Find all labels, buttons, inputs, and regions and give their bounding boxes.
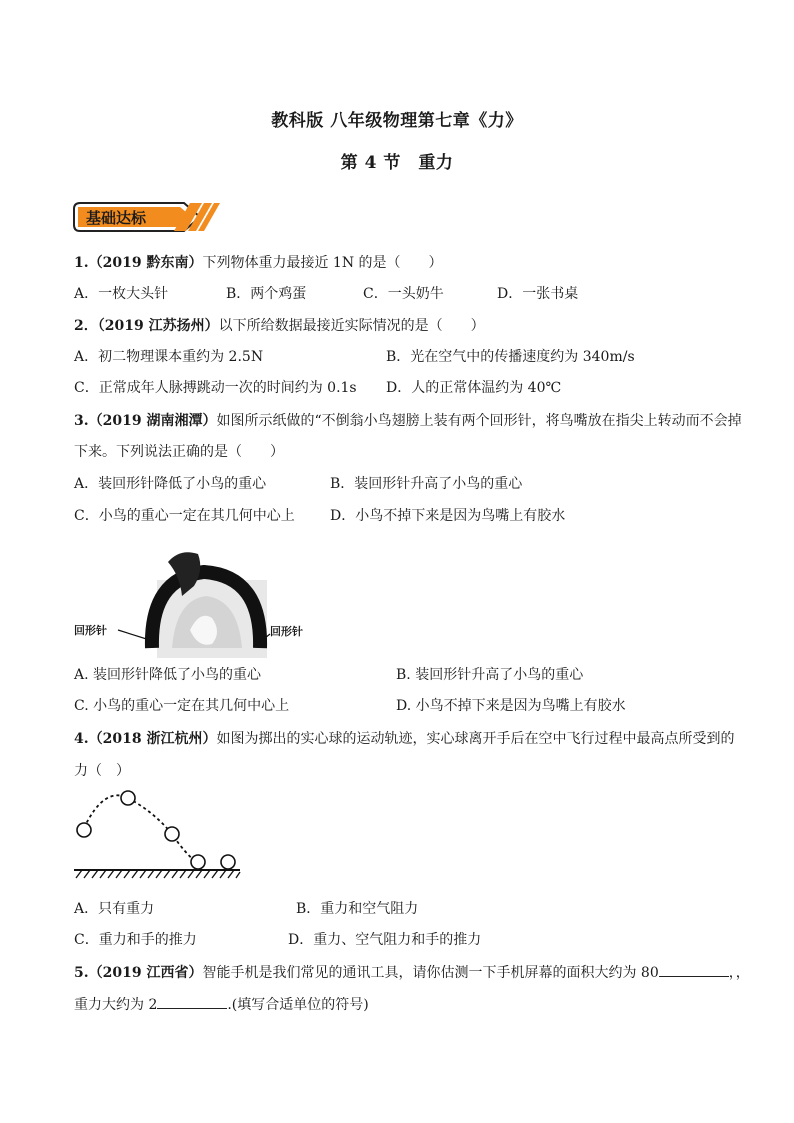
question-4 xyxy=(74,728,734,748)
section-badge xyxy=(72,199,232,235)
option-a: A. 装回形针降低了小鸟的重心 xyxy=(74,667,262,683)
question-stem-tail: ，， xyxy=(728,965,750,981)
question-stem: 重力大约为 2 xyxy=(74,997,158,1013)
question-source: 3.（2019 湖南湘潭） xyxy=(74,413,217,429)
option-c: C．小鸟的重心一定在其几何中心上 xyxy=(74,508,295,524)
option-b: B. 装回形针升高了小鸟的重心 xyxy=(396,667,584,683)
question-stem: 如图为掷出的实心球的运动轨迹，实心球离开手后在空中飞行过程中最高点所受到的 xyxy=(216,731,735,747)
option-b: B．光在空气中的传播速度约为 340m/s xyxy=(386,349,635,365)
option-c: C．一头奶牛 xyxy=(363,286,444,302)
section-title: 第 4 节 重力 xyxy=(340,153,454,173)
option-d: D．重力、空气阻力和手的推力 xyxy=(288,932,482,948)
question-stem: 智能手机是我们常见的通讯工具，请你估测一下手机屏幕的面积大约为 80 xyxy=(202,965,659,981)
answer-blank[interactable] xyxy=(157,994,227,1009)
option-b: B．装回形针升高了小鸟的重心 xyxy=(330,476,523,492)
option-a: A．只有重力 xyxy=(74,901,155,917)
section-badge-label: 基础达标 xyxy=(86,209,147,227)
option-d: D．小鸟不掉下来是因为鸟嘴上有胶水 xyxy=(330,508,566,524)
question-source: 5.（2019 江西省） xyxy=(74,965,203,981)
question-5 xyxy=(74,962,750,982)
question-stem-line2: 下来。下列说法正确的是（ ） xyxy=(74,444,284,460)
question-2 xyxy=(74,315,485,335)
figure-label-left: 回形针 xyxy=(74,624,107,637)
option-a: A．装回形针降低了小鸟的重心 xyxy=(74,476,267,492)
option-d: D．一张书桌 xyxy=(497,286,579,302)
option-d: D．人的正常体温约为 40℃ xyxy=(386,380,562,396)
question-stem: 以下所给数据最接近实际情况的是（ ） xyxy=(218,318,485,334)
option-c: C．重力和手的推力 xyxy=(74,932,197,948)
option-b: B．重力和空气阻力 xyxy=(296,901,419,917)
question-3 xyxy=(74,410,742,430)
ball-trajectory-figure xyxy=(72,786,248,882)
question-stem-tail: .(填写合适单位的符号) xyxy=(227,997,369,1013)
page-title: 教科版 八年级物理第七章《力》 xyxy=(271,111,523,131)
question-source: 4.（2018 浙江杭州） xyxy=(74,731,217,747)
question-stem-line2: 力（ ） xyxy=(74,763,130,779)
question-source: 2．（2019 江苏扬州） xyxy=(74,318,219,334)
bird-toy-figure xyxy=(72,540,332,660)
question-stem: 下列物体重力最接近 1N 的是（ ） xyxy=(202,255,443,271)
option-c: C．正常成年人脉搏跳动一次的时间约为 0.1s xyxy=(74,380,357,396)
question-1 xyxy=(74,252,443,272)
option-d: D. 小鸟不掉下来是因为鸟嘴上有胶水 xyxy=(396,698,626,714)
question-5-line2 xyxy=(74,994,369,1014)
answer-blank[interactable] xyxy=(659,962,729,977)
option-c: C. 小鸟的重心一定在其几何中心上 xyxy=(74,698,290,714)
option-a: A．一枚大头针 xyxy=(74,286,169,302)
option-a: A．初二物理课本重约为 2.5N xyxy=(74,349,264,365)
question-stem: 如图所示纸做的“不倒翁小鸟翅膀上装有两个回形针，将鸟嘴放在指尖上转动而不会掉 xyxy=(216,413,742,429)
option-b: B．两个鸡蛋 xyxy=(226,286,307,302)
figure-label-right: 回形针 xyxy=(270,625,303,638)
question-source: 1.（2019 黔东南） xyxy=(74,255,203,271)
